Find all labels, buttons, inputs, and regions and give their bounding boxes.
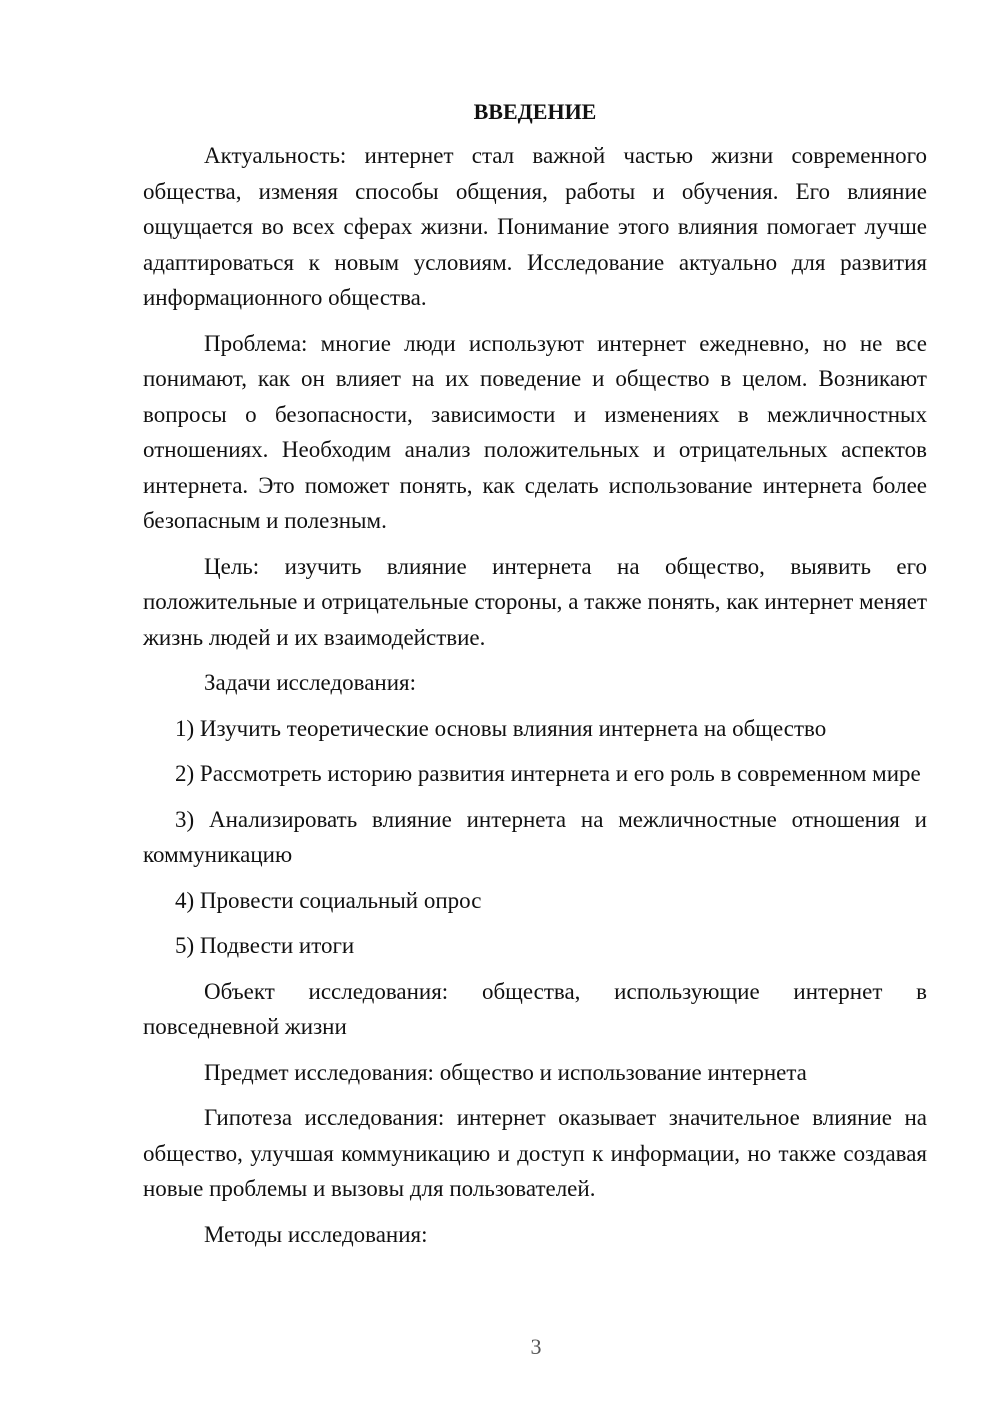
paragraph-tasks-heading: Задачи исследования: <box>204 670 417 695</box>
paragraph-relevance: Актуальность: интернет стал важной частью жизни современного общества, изменяя способы общения, работы и обучения. Его влияние ощущается во всех сферах жизни. Понимание этого влияния помогает лучше адаптироваться к новым условиям. Исследование актуально для развития информационного общества. <box>143 143 927 310</box>
paragraph-hypothesis: Гипотеза исследования: интернет оказывает значительное влияние на общество, улучшая коммуникацию и доступ к информации, но также создавая новые проблемы и вызовы для пользователей. <box>143 1105 927 1201</box>
paragraph-object: Объект исследования: общества, использующие интернет в повседневной жизни <box>143 978 927 1039</box>
task-item-4: 4) Провести социальный опрос <box>175 887 482 913</box>
document-body <box>143 96 927 1262</box>
page-number: 3 <box>530 1334 542 1359</box>
task-item-2: 2) Рассмотреть историю развития интернета и его роль в современном мире <box>175 761 921 786</box>
paragraph-methods: Методы исследования: <box>204 1221 428 1247</box>
paragraph-problem: Проблема: многие люди используют интернет ежедневно, но не все понимают, как он влияет на их поведение и общество в целом. Возникают вопросы о безопасности, зависимости и изменениях в межличностных отношениях. Необходим анализ положительных и отрицательных аспектов интернета. Это поможет понять, как сделать использование интернета более безопасным и полезным. <box>143 330 927 533</box>
task-item-1: 1) Изучить теоретические основы влияния интернета на общество <box>175 715 827 741</box>
paragraph-goal: Цель: изучить влияние интернета на общество, выявить его положительные и отрицательные стороны, а также понять, как интернет меняет жизнь людей и их взаимодействие. <box>143 553 927 650</box>
page-title: ВВЕДЕНИЕ <box>473 99 597 124</box>
task-item-3: 3) Анализировать влияние интернета на межличностные отношения и коммуникацию <box>143 806 927 867</box>
paragraph-subject: Предмет исследования: общество и использование интернета <box>204 1059 807 1085</box>
task-item-5: 5) Подвести итоги <box>175 933 355 958</box>
